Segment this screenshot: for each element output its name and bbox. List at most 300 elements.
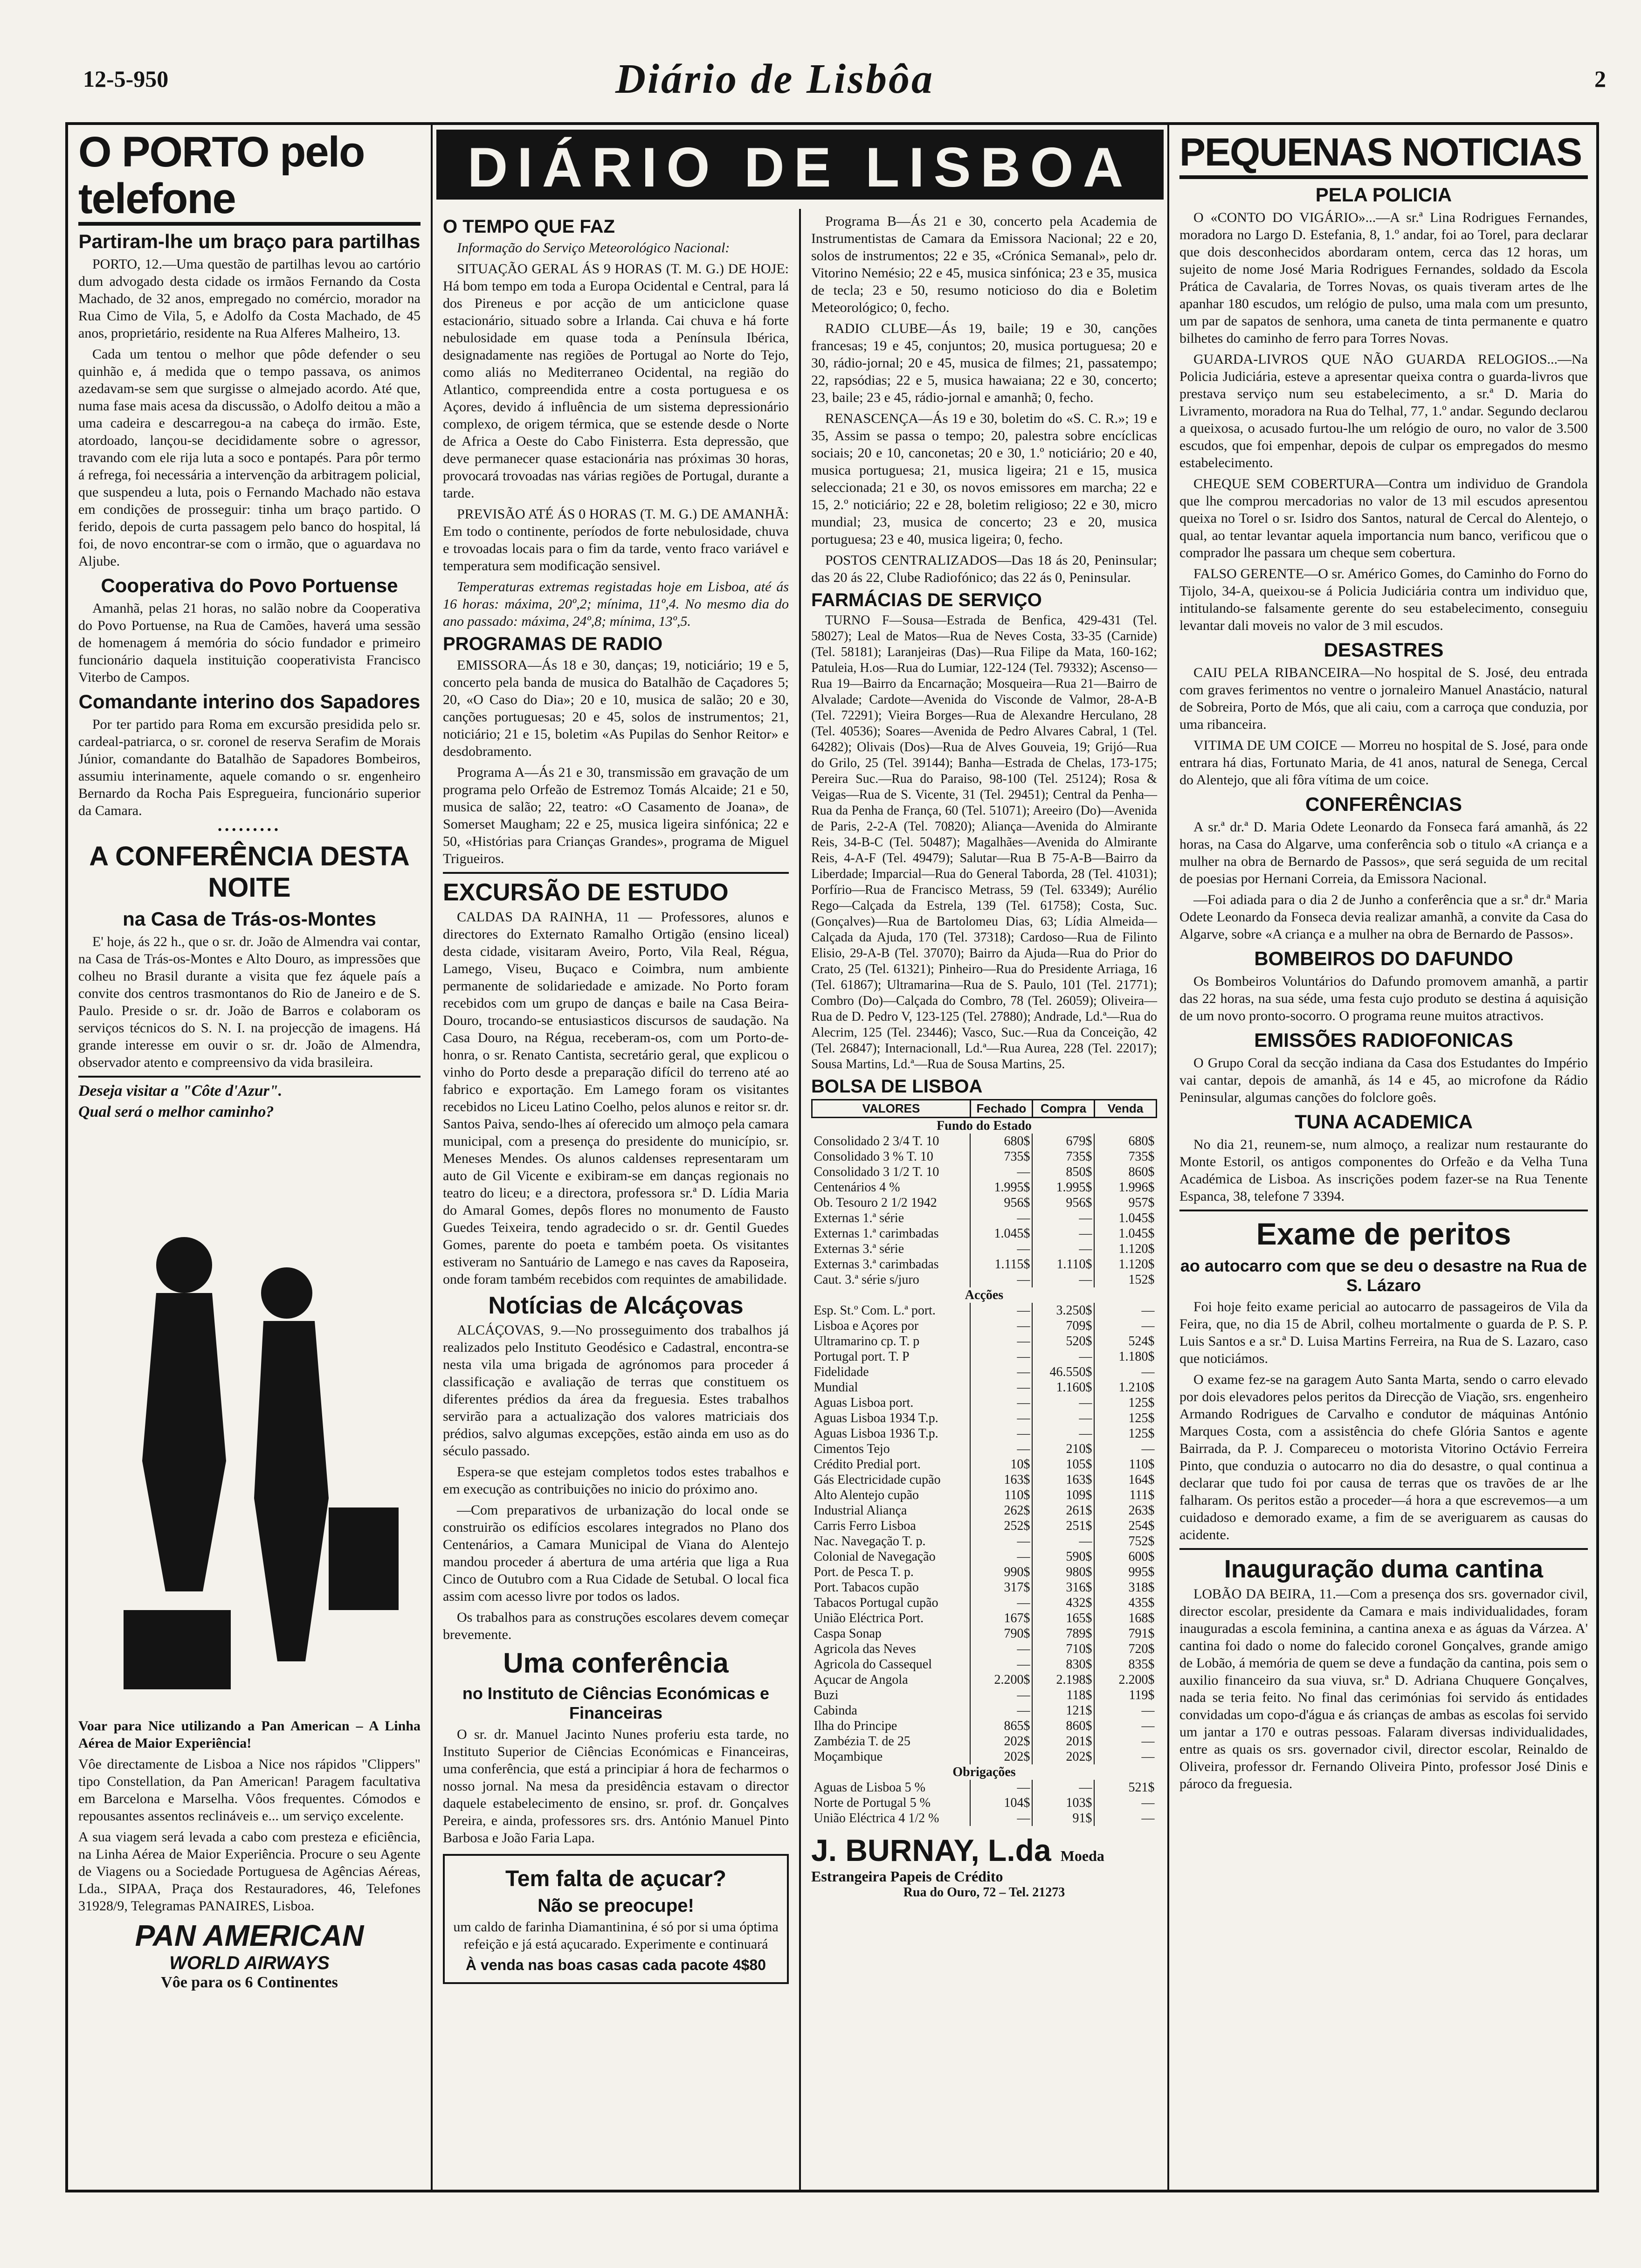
news-paragraph: GUARDA-LIVROS QUE NÃO GUARDA RELOGIOS...—Na Policia Judiciária, esteve a apresentar queixa contra o guarda-livros que prestava serviço num seu estabelecimento, a sr.ª D. Maria do Livramento, moradora na Rua do Telhal, 77, 1.º andar. Segundo declarou a queixosa, o acusado furtou-lhe um relógio de ouro, no valor de 3.500 escudos, que foi empenhar, depois de culpar os empregados do mesmo estabelecimento. xyxy=(1179,352,1588,470)
table-cell: 103$ xyxy=(1032,1795,1094,1811)
table-cell: 521$ xyxy=(1094,1780,1156,1795)
news-paragraph: CHEQUE SEM COBERTURA—Contra um individuo de Grandola que lhe comprou mercadorias no valor de 13 mil escudos apresentou queixa no Torel o sr. Isidro dos Santos, natural de Cercal do Alentejo, o qual, ao tentar levantar aquela importancia num banco, verificou que o comprador lhe passara um cheque sem cobertura. xyxy=(1179,476,1588,560)
table-row xyxy=(812,1318,1157,1334)
excursao-paragraph: CALDAS DA RAINHA, 11 — Professores, alunos e directores do Externato Ramalho Ortigão (ensino liceal) desta cidade, visitaram Aveiro, Porto, Vila Real, Régua, Lamego, Viseu, Buçaco e Coimbra, num ambiente permanente de solidariedade e amizade. No Porto foram recebidos com um grupo de danças e baile na Casa Beira-Douro, trocando-se entusiasticos discursos de saudação. Na Casa Douro, na Régua, receberam-os, com um Porto-de-honra, o sr. Renato Cantista, secretário geral, que explicou o vinho do Porto desde a preparação difícil do terreno até ao fabrico e exportação. Em Lamego foram os visitantes recebidos no Liceu Latino Coelho, pelos alunos e reitor sr. dr. Santos Paiva, sendo-lhes aí oferecido um almoço pela camara municipal, com a presença do presidente do município, sr. Meneses Mendes. Os alunos caldenses representaram um auto de Gil Vicente e exibiram-se em danças regionais no teatro do liceu; e a directora, professora sr.ª D. Lídia Maria do Amaral Gomes, depôs flores no monumento de Fausto Guedes Teixeira, tendo agradecido o sr. dr. Gentil Guedes Gomes, parente do poeta e também poeta. Os visitantes estiveram no Santuário de Lamego e nas caves da Raposeira, onde foram também recebidos com requintes de amabilidade. xyxy=(443,909,789,1287)
conferencia-instituto-subhead: no Instituto de Ciências Económicas e Financeiras xyxy=(462,1684,770,1722)
table-cell: 109$ xyxy=(1032,1487,1094,1503)
table-cell: — xyxy=(1094,1718,1156,1734)
news-paragraph: O exame fez-se na garagem Auto Santa Marta, sendo o carro elevado por dois elevadores pelos peritos da Direcção de Viação, srs. engenheiro Armando Rodrigues de Carvalho e condutor de máquinas António Marques Costa, com a assistência do chefe Glória Santos e agente Bairrada, da P. J. Compareceu o motorista Vitorino Octávio Ferreira Pinto, que conduzia o autocarro no dia do desastre, o qual continua a declarar que tudo foi por causa de terras que os travões de ar lhe falharam. Os peritos estão a proceder—á hora a que escrevemos—a um cuidadoso e demorado exame, a fim de se averiguarem as causas do acidente. xyxy=(1179,1372,1588,1542)
table-cell: Ob. Tesouro 2 1/2 1942 xyxy=(814,1196,937,1210)
table-cell: Fidelidade xyxy=(814,1365,869,1379)
table-row xyxy=(812,1503,1157,1518)
table-row xyxy=(812,1518,1157,1534)
diario-logo-band: DIÁRIO DE LISBOA xyxy=(436,130,1164,200)
table-cell: 860$ xyxy=(1032,1718,1094,1734)
ad-subtitle: Não se preocupe! xyxy=(538,1895,694,1916)
table-cell: 432$ xyxy=(1032,1595,1094,1611)
table-cell: Ilha do Principe xyxy=(814,1719,897,1733)
table-cell: — xyxy=(1094,1703,1156,1718)
divider xyxy=(1179,1548,1588,1550)
table-cell: 1.996$ xyxy=(1094,1180,1156,1195)
table-cell: — xyxy=(970,1395,1032,1411)
bombeiros-subhead: BOMBEIROS DO DAFUNDO xyxy=(1254,947,1513,969)
tuna-subhead: TUNA ACADEMICA xyxy=(1295,1111,1473,1133)
table-cell: Externas 1.ª carimbadas xyxy=(814,1226,939,1241)
table-cell: Consolidado 3 % T. 10 xyxy=(814,1149,933,1164)
table-cell: 980$ xyxy=(1032,1564,1094,1580)
table-cell: 252$ xyxy=(970,1518,1032,1534)
bolsa-table xyxy=(811,1099,1157,1826)
news-paragraph: CAIU PELA RIBANCEIRA—No hospital de S. José, deu entrada com graves ferimentos no ventre o jornaleiro Manuel Anastácio, natural de Sobreira, Porto de Mós, que ali caiu, com a carroça que conduzia, por uma ribanceira. xyxy=(1179,665,1588,732)
table-cell: 865$ xyxy=(970,1718,1032,1734)
table-cell: Agricola do Cassequel xyxy=(814,1657,932,1672)
table-row xyxy=(812,1687,1157,1703)
table-cell: 254$ xyxy=(1094,1518,1156,1534)
porto-paragraph: PORTO, 12.—Uma questão de partilhas levou ao cartório dum advogado desta cidade os irmãos Fernando da Costa Machado, de 32 anos, empregado no comércio, morador na Rua Cimo de Vila, 5, e Adolfo da Costa Machado, de 45 anos, proprietário, residente na Rua Alferes Malheiro, 13. xyxy=(78,256,421,341)
divider xyxy=(1179,1210,1588,1211)
burnay-address: Rua do Ouro, 72 – Tel. 21273 xyxy=(903,1885,1065,1900)
table-header: Venda xyxy=(1094,1100,1156,1118)
table-cell: — xyxy=(1032,1349,1094,1364)
table-cell: Açucar de Angola xyxy=(814,1673,908,1687)
table-cell: Carris Ferro Lisboa xyxy=(814,1519,916,1533)
table-cell: 316$ xyxy=(1032,1580,1094,1595)
table-header: VALORES xyxy=(812,1100,971,1118)
table-cell: — xyxy=(1032,1241,1094,1257)
table-row xyxy=(812,1487,1157,1503)
table-row xyxy=(812,1134,1157,1149)
table-cell: Externas 3.ª carimbadas xyxy=(814,1257,939,1272)
table-cell: 735$ xyxy=(1094,1149,1156,1164)
table-cell: 850$ xyxy=(1032,1164,1094,1180)
ad-line: Vôe directamente de Lisboa a Nice nos rápidos "Clippers" tipo Constellation, da Pan American! Paragem facultativa em Barcelona e Marselha. Vôos frequentes. Cómodos e repousantes assentos reclináveis e... um serviço excelente. xyxy=(78,1756,421,1824)
pan-american-ad xyxy=(78,1082,421,1991)
table-cell: 318$ xyxy=(1094,1580,1156,1595)
table-cell: 125$ xyxy=(1094,1411,1156,1426)
table-row xyxy=(812,1672,1157,1687)
table-cell: 201$ xyxy=(1032,1734,1094,1749)
table-cell: — xyxy=(970,1334,1032,1349)
table-row xyxy=(812,1180,1157,1195)
table-cell: — xyxy=(970,1364,1032,1380)
table-cell: 110$ xyxy=(970,1487,1032,1503)
table-cell: Esp. St.º Com. L.ª port. xyxy=(814,1303,936,1318)
table-header: Fechado xyxy=(970,1100,1032,1118)
table-cell: 1.160$ xyxy=(1032,1380,1094,1395)
table-row xyxy=(812,1334,1157,1349)
table-cell: 1.045$ xyxy=(1094,1210,1156,1226)
table-cell: — xyxy=(1094,1749,1156,1764)
table-row xyxy=(812,1441,1157,1457)
table-row xyxy=(812,1380,1157,1395)
desastres-subhead: DESASTRES xyxy=(1324,639,1444,661)
table-cell: Moçambique xyxy=(814,1749,883,1764)
table-cell: 1.210$ xyxy=(1094,1380,1156,1395)
conferencia-instituto-paragraph: O sr. dr. Manuel Jacinto Nunes proferiu esta tarde, no Instituto Superior de Ciências Económicas e Financeiras, uma conferência, que está a principiar á hora de fecharmos o nosso jornal. Na mesa da presidência estavam o director daquele estabelecimento de ensino, sr. prof. dr. Gonçalves Pereira, e ainda, professores srs. drs. António Manuel Pinto Barbosa e João Faria Lapa. xyxy=(443,1727,789,1846)
table-cell: 1.995$ xyxy=(1032,1180,1094,1195)
table-cell: 524$ xyxy=(1094,1334,1156,1349)
table-cell: 262$ xyxy=(970,1503,1032,1518)
table-cell: 163$ xyxy=(1032,1472,1094,1487)
table-cell: 1.180$ xyxy=(1094,1349,1156,1364)
table-cell: 111$ xyxy=(1094,1487,1156,1503)
table-cell: 118$ xyxy=(1032,1687,1094,1703)
table-cell: 790$ xyxy=(970,1626,1032,1641)
cooperativa-paragraph: Amanhã, pelas 21 horas, no salão nobre da Cooperativa do Povo Portuense, na Rua de Camões, haverá uma sessão de homenagem á memória do sócio fundador e primeiro funcionário daquela instituição cooperativista Francisco Viterbo de Campos. xyxy=(78,601,421,685)
exame-subhead: ao autocarro com que se deu o desastre na Rua de S. Lázaro xyxy=(1180,1256,1587,1295)
table-cell: — xyxy=(970,1641,1032,1657)
news-paragraph: LOBÃO DA BEIRA, 11.—Com a presença dos srs. governador civil, director escolar, presidente da Camara e mais individualidades, foram inauguradas a escola feminina, a cantina anexa e as águas da Várzea. A' cantina foi dado o nome do falecido coronel Gonçalves, grande amigo de Lobão, á memória de quem se deve a fundação da cantina, pois sem o auxilio financeiro da sua viuva, sr.ª D. Adriana Chuquere Gonçalves, nada se teria feito. No final das cerimónias foi servido ás entidades convidadas um copo-d'água e ás crianças de ambas as escolas foi servido um jantar a 170 e outras pessoas. Falaram diversas individualidades, entre as quais os srs. governador civil, director escolar, Reinaldo de Oliveira, professor dr. Fernando Oliveira Pinto, professor José Dinis e pároco da freguesia. xyxy=(1179,1586,1588,1791)
sapadores-subhead: Comandante interino dos Sapadores xyxy=(78,691,421,712)
table-cell: — xyxy=(970,1164,1032,1180)
table-row xyxy=(812,1549,1157,1564)
table-cell: 835$ xyxy=(1094,1657,1156,1672)
diamantinina-ad xyxy=(443,1854,789,1984)
table-cell: — xyxy=(1032,1226,1094,1241)
table-row xyxy=(812,1411,1157,1426)
table-cell: 164$ xyxy=(1094,1472,1156,1487)
table-cell: 202$ xyxy=(1032,1749,1094,1764)
alcacovas-headline: Notícias de Alcáçovas xyxy=(488,1292,744,1319)
table-cell: Aguas Lisboa 1936 T.p. xyxy=(814,1426,938,1441)
table-cell: Aguas Lisboa port. xyxy=(814,1396,914,1410)
weather-paragraph: SITUAÇÃO GERAL ÁS 9 HORAS (T. M. G.) DE HOJE: Há bom tempo em toda a Europa Ocidental e Central, para lá dos Pireneus e por acção de um anticiclone quase estacionário, situado sobre a Irlanda. Cai chuva e há forte nebulosidade em quase toda a Península Ibérica, designadamente nas regiões de Portugal ao Norte do Tejo, como aliás no Mediterraneo Ocidental, na região do Atlantico, compreendida entre a costa portuguesa e os Açores, devido á influência de um sistema depressionário complexo, de origem térmica, que se estende desde o Norte de Africa a Oeste do Cabo Finisterra. Esta depressão, que deve permanecer quase estacionária nas próximas 30 horas, provocará trovoadas nas várias regiões de Portugal, durante a tarde. xyxy=(443,261,789,501)
masthead-name: Diário de Lisbôa xyxy=(615,56,934,102)
travellers-illustration xyxy=(86,1125,413,1713)
table-cell: 720$ xyxy=(1094,1641,1156,1657)
news-paragraph: O Grupo Coral da secção indiana da Casa dos Estudantes do Império vai cantar, depois de amanhã, ás 14 e 45, ao microfone da Rádio Peninsular, algumas canções do folclore goês. xyxy=(1179,1055,1588,1105)
radio-paragraph: POSTOS CENTRALIZADOS—Das 18 ás 20, Peninsular; das 20 ás 22, Clube Radiofónico; das 22 ás 0, Peninsular. xyxy=(811,553,1157,585)
pan-american-logo: PAN AMERICAN xyxy=(135,1919,364,1952)
silhouette-icon xyxy=(86,1125,413,1713)
table-cell: — xyxy=(970,1687,1032,1703)
alcacovas-paragraph: —Com preparativos de urbanização do local onde se construirão os edifícios escolares integrados no Plano dos Centenários, a Camara Municipal de Viana do Alentejo mandou proceder á abertura de uma artéria que liga a Rua Cinco de Outubro com a Rua Cidade de Setubal. O local fica assim com acesso livre por todos os lados. xyxy=(443,1502,789,1604)
table-cell: 860$ xyxy=(1094,1164,1156,1180)
ad-title: Tem falta de açucar? xyxy=(505,1867,726,1891)
table-cell: 263$ xyxy=(1094,1503,1156,1518)
radio-paragraph: RADIO CLUBE—Ás 19, baile; 19 e 30, canções francesas; 19 e 45, conjuntos; 20, musica portuguesa; 20 e 30, rádio-jornal; 20 e 45, musica de filmes; 21, passatempo; 22, rapsódias; 22 e 5, musica hawaiana; 22 e 30, concerto; 23, baile; 23 e 45, rádio-jornal e amanhã; 0, fecho. xyxy=(811,321,1157,405)
table-cell: — xyxy=(970,1380,1032,1395)
table-cell: — xyxy=(970,1780,1032,1795)
table-cell: — xyxy=(1094,1318,1156,1334)
radio-paragraph: EMISSORA—Ás 18 e 30, danças; 19, noticiário; 19 e 5, concerto pela banda de musica do Batalhão de Caçadores 5; 20, «O Caso do Dia»; 20 e 10, musica de salão; 20 e 30, canções portuguesas; 20 e 45, solos de instrumentos; 21, noticiário; 21 e 15, boletim «As Pupilas do Senhor Reitor» e desdobramento. xyxy=(443,657,789,759)
ad-body: um caldo de farinha Diamantinina, é só por si uma óptima refeição e já está açucarado. Experimente e continuará xyxy=(453,1919,779,1952)
weather-paragraph: Temperaturas extremas registadas hoje em Lisboa, até ás 16 horas: máxima, 20º,2; mínima, 11º,4. No mesmo dia do ano passado: máxima, 24º,8; mínima, 13º,5. xyxy=(443,579,789,629)
farmacias-paragraph: TURNO F—Sousa—Estrada de Benfica, 429-431 (Tel. 58027); Leal de Matos—Rua de Neves Costa, 33-35 (Carnide) (Tel. 58181); Laranjeiras (Das)—Rua Filipe da Mata, 160-162; Patuleia, H.os—Rua do Lumiar, 122-124 (Tel. 79332); Ascenso—Rua 19—Bairro da Encarnação; Mosqueira—Rua 21—Bairro de Alvalade; Cardote—Avenida do Visconde de Valmor, 28-A-B (Tel. 72291); Vieira Borges—Rua de Alexandre Herculano, 28 (Tel. 40536); Soares—Avenida de Pedro Alvares Cabral, 1 (Tel. 64282); Olivais (Dos)—Rua de Alves Gouveia, 19; Grijó—Rua do Grilo, 25 (Tel. 39144); Banha—Estrada de Chelas, 173-175; Pereira Suc.—Rua do Paraiso, 98-100 (Tel. 25124); Rosa & Veigas—Rua de S. Vicente, 31 (Tel. 29451); Central da Penha—Rua da Penha de França, 60 (Tel. 51071); Areeiro (Do)—Avenida de Paris, 2-2-A (Tel. 70820); Aliança—Avenida do Almirante Reis, 34-B-C (Tel. 50487); Magalhães—Avenida do Almirante Reis, 4-A-F (Tel. 49479); Salutar—Rua B 75-A-B—Bairro da Liberdade; Imparcial—Rua do General Taborda, 28 (Tel. 41031); Porfírio—Rua de Francisco Metrass, 59 (Tel. 63349); Aurélio Rego—Calçada da Estrela, 139 (Tel. 61758); Costa, Suc. (Gonçalves)—Rua de Bartolomeu Dias, 63; Lídia Almeida—Calçada da Ajuda, 170 (Tel. 37318); Cardoso—Rua de Filinto Elisio, 29-A-B (Tel. 37070); Bairro da Ajuda—Rua do Prior do Crato, 25 (Tel. 61321); Pinheiro—Rua do Presidente Arriaga, 16 (Tel. 61867); Ultramarina—Rua de S. Paulo, 101 (Tel. 21771); Combro (Do)—Calçada do Combro, 78 (Tel. 26059); Oliveira—Rua de D. Pedro V, 123-125 (Tel. 27880); Andrade, Ld.ª—Rua do Alecrim, 125 (Tel. 23446); Vasco, Suc.—Rua da Conceição, 42 (Tel. 26847); Internacionall, Ld.ª—Rua Aurea, 228 (Tel. 22017); Sousa Martins, Ld.ª—Rua de Sousa Martins, 25. xyxy=(811,613,1157,1072)
excursao-headline: EXCURSÃO DE ESTUDO xyxy=(443,879,729,906)
table-cell: Nac. Navegação T. p. xyxy=(814,1534,926,1549)
table-header: Compra xyxy=(1032,1100,1094,1118)
table-cell: 1.120$ xyxy=(1094,1257,1156,1272)
table-cell: 735$ xyxy=(970,1149,1032,1164)
table-cell: Ultramarino cp. T. p xyxy=(814,1334,920,1348)
burnay-ad xyxy=(811,1832,1157,1900)
table-row xyxy=(812,1703,1157,1718)
radio-paragraph: RENASCENÇA—Ás 19 e 30, boletim do «S. C. R.»; 19 e 35, Assim se passa o tempo; 20, palestra sobre encíclicas sociais; 20 e 10, canconetas; 20 e 30, 1.º noticiário; 20 e 40, musica portuguesa; 21, musica ligeira; 21 e 15, musica seleccionada; 21 e 30, os novos emissores em marcha; 22 e 15, 2.º noticiário; 22 e 28, boletim religioso; 22 e 30, micro mundial; 23, musica de concerto; 23 e 20, musica portuguesa; 23 e 40, musica ligeira; 0, fecho. xyxy=(811,411,1157,547)
conferencia-instituto-headline: Uma conferência xyxy=(503,1647,729,1679)
table-cell: — xyxy=(970,1210,1032,1226)
table-cell: 165$ xyxy=(1032,1611,1094,1626)
table-cell: 520$ xyxy=(1032,1334,1094,1349)
table-cell: — xyxy=(1032,1426,1094,1441)
ad-line: Qual será o melhor caminho? xyxy=(78,1103,274,1120)
news-paragraph: A sr.ª dr.ª D. Maria Odete Leonardo da Fonseca fará amanhã, ás 22 horas, na Casa do Algarve, uma conferência sob o titulo «A criança e a mulher na obra de Bernardo de Passos», que será seguida de um recital de poesias por Hernani Correia, da Emissora Nacional. xyxy=(1179,819,1588,886)
table-cell: 1.120$ xyxy=(1094,1241,1156,1257)
table-row xyxy=(812,1611,1157,1626)
news-paragraph: Os Bombeiros Voluntários do Dafundo promovem amanhã, a partir das 22 horas, na sua séde, uma festa cujo produto se destina á aquisição de um novo pronto-socorro. O programa reune muitos atractivos. xyxy=(1179,974,1588,1023)
sapadores-paragraph: Por ter partido para Roma em excursão presidida pelo sr. cardeal-patriarca, o sr. coronel de reserva Serafim de Morais Júnior, comandante do Batalhão de Sapadores Bombeiros, assumiu interinamente, aquele comando o sr. engenheiro Bernardo da Rocha Pais Espregueira, funcionário superior da Camara. xyxy=(78,717,421,818)
table-cell: 251$ xyxy=(1032,1518,1094,1534)
table-cell: — xyxy=(970,1426,1032,1441)
table-row xyxy=(812,1257,1157,1272)
table-cell: 957$ xyxy=(1094,1195,1156,1210)
table-cell: 163$ xyxy=(970,1472,1032,1487)
table-cell: 2.200$ xyxy=(970,1672,1032,1687)
table-cell: Zambézia T. de 25 xyxy=(814,1734,910,1749)
table-cell: 791$ xyxy=(1094,1626,1156,1641)
table-cell: 956$ xyxy=(970,1195,1032,1210)
table-cell: 680$ xyxy=(970,1134,1032,1149)
table-cell: — xyxy=(970,1303,1032,1318)
table-cell: 789$ xyxy=(1032,1626,1094,1641)
table-cell: — xyxy=(970,1441,1032,1457)
table-row xyxy=(812,1795,1157,1811)
ad-line: A sua viagem será levada a cabo com presteza e eficiência, na Linha Aérea de Maior Experiência. Procure o seu Agente de Viagens ou a Sociedade Portuguesa de Agências Aéreas, Lda., SIPAA, Praça dos Restauradores, 46, Telefones 31928/9, Telegramas PANAIRES, Lisboa. xyxy=(78,1829,421,1914)
column-3 xyxy=(801,209,1167,2186)
table-cell: — xyxy=(970,1595,1032,1611)
table-cell: Caut. 3.ª série s/juro xyxy=(814,1272,919,1287)
table-cell: Alto Alentejo cupão xyxy=(814,1488,919,1502)
table-cell: 752$ xyxy=(1094,1534,1156,1549)
divider xyxy=(78,1076,421,1078)
weather-paragraph: PREVISÃO ATÉ ÁS 0 HORAS (T. M. G.) DE AMANHÃ: Em todo o continente, períodos de forte nebulosidade, chuva e trovoadas locais para o fim da tarde, vento fraco variável e temperatura sem modificação sensivel. xyxy=(443,506,789,574)
table-cell: 2.198$ xyxy=(1032,1672,1094,1687)
table-cell: Aguas Lisboa 1934 T.p. xyxy=(814,1411,938,1425)
table-cell: 600$ xyxy=(1094,1549,1156,1564)
table-cell: 2.200$ xyxy=(1094,1672,1156,1687)
news-paragraph: FALSO GERENTE—O sr. Américo Gomes, do Caminho do Forno do Tijolo, 34-A, queixou-se á Policia Judiciária contra um individuo que, intitulando-se falsamente gerente do seu estabelecimento, conseguiu levantar dali moveis no valor de 3 mil escudos. xyxy=(1179,566,1588,633)
table-cell: 3.250$ xyxy=(1032,1303,1094,1318)
table-row xyxy=(812,1164,1157,1180)
table-row xyxy=(812,1749,1157,1764)
table-cell: 709$ xyxy=(1032,1318,1094,1334)
table-cell: Port. Tabacos cupão xyxy=(814,1580,919,1595)
table-cell: 956$ xyxy=(1032,1195,1094,1210)
table-row xyxy=(812,1303,1157,1318)
table-cell: — xyxy=(1032,1534,1094,1549)
table-cell: 590$ xyxy=(1032,1549,1094,1564)
table-cell: 679$ xyxy=(1032,1134,1094,1149)
table-cell: Gás Electricidade cupão xyxy=(814,1473,941,1487)
policia-subhead: PELA POLICIA xyxy=(1315,184,1452,206)
ad-line: Voar para Nice utilizando a Pan American – A Linha Aérea de Maior Experiência! xyxy=(78,1718,421,1751)
table-cell: 995$ xyxy=(1094,1564,1156,1580)
table-cell: Port. de Pesca T. p. xyxy=(814,1565,914,1579)
table-cell: 105$ xyxy=(1032,1457,1094,1472)
table-cell: — xyxy=(1094,1364,1156,1380)
page-frame xyxy=(65,122,1599,2192)
table-cell: Portugal port. T. P xyxy=(814,1349,910,1364)
table-cell: União Eléctrica Port. xyxy=(814,1611,924,1625)
table-cell: 435$ xyxy=(1094,1595,1156,1611)
table-cell: 119$ xyxy=(1094,1687,1156,1703)
table-cell: Externas 1.ª série xyxy=(814,1211,904,1225)
table-cell: — xyxy=(1032,1395,1094,1411)
alcacovas-paragraph: ALCÁÇOVAS, 9.—No prosseguimento dos trabalhos já realizados pelo Instituto Geodésico e Cadastral, encontra-se nesta vila uma brigada de agrónomos para proceder á classificação e avaliação de terras que constituem os diferentes prédios da área da freguesia. Estes trabalhos servirão para a actualização dos valores matriciais dos prédios, salvo algumas excepções, estão ainda em uso as do século passado. xyxy=(443,1322,789,1459)
table-row xyxy=(812,1534,1157,1549)
table-row xyxy=(812,1349,1157,1364)
table-cell: 10$ xyxy=(970,1457,1032,1472)
table-cell: 167$ xyxy=(970,1611,1032,1626)
table-cell: Industrial Aliança xyxy=(814,1503,907,1518)
table-cell: 110$ xyxy=(1094,1457,1156,1472)
table-cell: Cimentos Tejo xyxy=(814,1442,890,1456)
page-number: 2 xyxy=(1594,66,1606,92)
table-row xyxy=(812,1626,1157,1641)
weather-headline: O TEMPO QUE FAZ xyxy=(443,216,615,237)
table-cell: 210$ xyxy=(1032,1441,1094,1457)
table-cell: 121$ xyxy=(1032,1703,1094,1718)
table-cell: — xyxy=(970,1657,1032,1672)
pequenas-noticias-headline: PEQUENAS NOTICIAS xyxy=(1179,129,1588,179)
table-cell: 104$ xyxy=(970,1795,1032,1811)
table-cell: Crédito Predial port. xyxy=(814,1457,921,1472)
alcacovas-paragraph: Os trabalhos para as construções escolares devem começar brevemente. xyxy=(443,1610,789,1642)
table-row xyxy=(812,1149,1157,1164)
table-row xyxy=(812,1564,1157,1580)
news-paragraph: —Foi adiada para o dia 2 de Junho a conferência que a sr.ª dr.ª Maria Odete Leonardo da Fonseca devia realizar amanhã, a convite da Casa do Algarve, sobre «A criança e a mulher na obra de Bernardo de Passos». xyxy=(1179,892,1588,942)
table-row xyxy=(812,1811,1157,1826)
table-group-heading: Acções xyxy=(965,1288,1004,1302)
burnay-name: J. BURNAY, L.da xyxy=(811,1833,1051,1867)
alcacovas-paragraph: Espera-se que estejam completos todos estes trabalhos e em execução as contribuições no inicio do próximo ano. xyxy=(443,1464,789,1497)
table-group-heading: Fundo do Estado xyxy=(937,1119,1032,1133)
table-cell: — xyxy=(1094,1795,1156,1811)
table-cell: — xyxy=(970,1549,1032,1564)
news-paragraph: Foi hoje feito exame pericial ao autocarro de passageiros de Vila da Feira, que, no dia 15 de Abril, colheu mortalmente o guarda de P. S. P. Luis Santos e a sr.ª D. Luisa Martins Ferreira, na Rua de S. Lazaro, caso que noticiámos. xyxy=(1179,1299,1588,1366)
table-cell: — xyxy=(1032,1210,1094,1226)
table-cell: 202$ xyxy=(970,1734,1032,1749)
masthead-date: 12-5-950 xyxy=(83,66,169,92)
column-1 xyxy=(68,125,431,2190)
ad-line: Deseja visitar a "Côte d'Azur". xyxy=(78,1082,283,1099)
table-cell: — xyxy=(1032,1411,1094,1426)
table-cell: 261$ xyxy=(1032,1503,1094,1518)
table-cell: Aguas de Lisboa 5 % xyxy=(814,1780,926,1795)
column-4 xyxy=(1169,125,1598,2190)
news-paragraph: O «CONTO DO VIGÁRIO»...—A sr.ª Lina Rodrigues Fernandes, moradora no Largo D. Estefania, 8, 1.º andar, foi ao Torel, para declarar que dois desconhecidos abordaram ontem, cerca das 12 horas, um sujeito de nome José Maria Rodrigues Fernandes, soldado da Escola Prática de Cavalaria, de Torres Novas, os quais tiveram artes de lhe apanhar 180 escudos, um relógio de pulso, uma mala com um presunto, um par de sapatos de senhora, uma caneta de tinta permanente e quatro bilhetes do caminho de ferro para Torres Novas. xyxy=(1179,210,1588,346)
table-row xyxy=(812,1426,1157,1441)
table-row xyxy=(812,1580,1157,1595)
conferencia-subhead: na Casa de Trás-os-Montes xyxy=(123,908,376,930)
table-cell: — xyxy=(1032,1780,1094,1795)
table-cell: — xyxy=(970,1349,1032,1364)
table-cell: — xyxy=(1094,1734,1156,1749)
conferencia-paragraph: E' hoje, ás 22 h., que o sr. dr. João de Almendra vai contar, na Casa de Trás-os-Montes e Alto Douro, as impressões que colheu no Brasil durante a visita que fez áquele país a convite dos centros trasmontanos do Rio de Janeiro e de S. Paulo. Preside o sr. dr. João de Barros e colaboram os serviços técnicos do S. N. I. na projecção de imagens. Há grande interesse em ouvir o sr. dr. João de Almendra, observador atento e compreensivo da vida brasileira. xyxy=(78,934,421,1070)
table-row xyxy=(812,1210,1157,1226)
radio-headline: PROGRAMAS DE RADIO xyxy=(443,634,663,654)
table-cell: 735$ xyxy=(1032,1149,1094,1164)
table-row xyxy=(812,1364,1157,1380)
table-cell: — xyxy=(970,1703,1032,1718)
table-cell: — xyxy=(970,1272,1032,1287)
table-cell: — xyxy=(970,1241,1032,1257)
table-cell: 710$ xyxy=(1032,1641,1094,1657)
table-cell: 202$ xyxy=(970,1749,1032,1764)
porto-headline: O PORTO pelo telefone xyxy=(78,129,421,226)
conferencias-subhead: CONFERÊNCIAS xyxy=(1305,793,1462,815)
table-row xyxy=(812,1472,1157,1487)
table-cell: — xyxy=(970,1411,1032,1426)
table-cell: — xyxy=(970,1318,1032,1334)
table-row xyxy=(812,1595,1157,1611)
table-cell: 46.550$ xyxy=(1032,1364,1094,1380)
news-paragraph: No dia 21, reunem-se, num almoço, a realizar num restaurante do Monte Estoril, os antigos componentes do Orfeão e da Velha Tuna Académica de Lisboa. As inscrições podem fazer-se na Rua Tenente Espanca, 38, telefone 7 3394. xyxy=(1179,1137,1588,1204)
table-cell: 680$ xyxy=(1094,1134,1156,1149)
table-cell: Tabacos Portugal cupão xyxy=(814,1596,938,1610)
table-cell: — xyxy=(1094,1811,1156,1826)
radio-paragraph: Programa A—Ás 21 e 30, transmissão em gravação de um programa pelo Orfeão de Estremoz Tomás Alcaide; 21 e 50, musica de salão; 22, teatro: «O Casamento de Joana», de Somerset Maugham; 22 e 25, musica ligeira sinfónica; 22 e 50, «Histórias para Crianças Grandes», programa de Miguel Trigueiros. xyxy=(443,765,789,866)
divider: ••••••••• xyxy=(218,823,281,837)
table-cell: Lisboa e Açores por xyxy=(814,1319,919,1333)
table-cell: Caspa Sonap xyxy=(814,1626,882,1641)
table-cell: 125$ xyxy=(1094,1426,1156,1441)
table-cell: — xyxy=(970,1811,1032,1826)
table-cell: — xyxy=(970,1534,1032,1549)
porto-paragraph: Cada um tentou o melhor que pôde defender o seu quinhão e, á medida que o tempo passava, os animos azedavam-se sem que surgisse o almejado acordo. Até que, numa fase mais acesa da discussão, o Adolfo deitou a mão a uma cadeira e descarregou-a na cabeça do irmão. Este, atordoado, lançou-se decididamente sobre o agressor, travando com ele rija luta a soco e pontapés. Para pôr termo á refrega, foi necessária a intervenção da arbitragem policial, que suspendeu a luta, pois o Fernando Machado não estava em condições de prosseguir: tinha um braço partido. O ferido, depois de curta passagem pelo banco do hospital, lá foi, de novo encontrar-se com o irmão, que o aguardava no Aljube. xyxy=(78,346,421,569)
farmacias-headline: FARMÁCIAS DE SERVIÇO xyxy=(811,590,1042,610)
table-cell: Colonial de Navegação xyxy=(814,1549,936,1564)
table-cell: 1.995$ xyxy=(970,1180,1032,1195)
table-cell: 990$ xyxy=(970,1564,1032,1580)
table-cell: 1.110$ xyxy=(1032,1257,1094,1272)
table-row xyxy=(812,1657,1157,1672)
table-cell: 91$ xyxy=(1032,1811,1094,1826)
table-row xyxy=(812,1718,1157,1734)
table-cell: 317$ xyxy=(970,1580,1032,1595)
news-paragraph: VITIMA DE UM COICE — Morreu no hospital de S. José, para onde entrara há dias, Fortunato Maria, de 41 anos, natural de Senega, Cercal do Alentejo, que ali fôra vítima de um coice. xyxy=(1179,738,1588,788)
table-cell: Agricola das Neves xyxy=(814,1642,916,1656)
table-cell: 830$ xyxy=(1032,1657,1094,1672)
table-cell: 1.115$ xyxy=(970,1257,1032,1272)
table-cell: 1.045$ xyxy=(1094,1226,1156,1241)
table-cell: 125$ xyxy=(1094,1395,1156,1411)
table-cell: — xyxy=(1094,1441,1156,1457)
table-cell: Externas 3.ª série xyxy=(814,1242,904,1256)
cantina-headline: Inauguração duma cantina xyxy=(1224,1555,1544,1583)
porto-subhead: Partiram-lhe um braço para partilhas xyxy=(78,230,421,252)
table-row xyxy=(812,1272,1157,1287)
divider xyxy=(443,872,789,874)
radio-paragraph: Programa B—Ás 21 e 30, concerto pela Academia de Instrumentistas de Camara da Emissora Nacional; 22 e 20, solos de instrumentos; 22 e 35, «Crónica Semanal», pelo dr. Vitorino Nemésio; 22 e 45, musica sinfónica; 23 e 35, musica de tecla; 23 e 50, resumo noticioso do dia e Boletim Meteorológico; 0, fecho. xyxy=(811,214,1157,315)
table-group-heading: Obrigações xyxy=(952,1765,1016,1779)
table-cell: Consolidado 2 3/4 T. 10 xyxy=(814,1134,939,1148)
table-row xyxy=(812,1395,1157,1411)
table-cell: Consolidado 3 1/2 T. 10 xyxy=(814,1165,939,1179)
table-cell: Norte de Portugal 5 % xyxy=(814,1796,931,1810)
emissoes-subhead: EMISSÕES RADIOFONICAS xyxy=(1254,1029,1513,1051)
pan-american-tagline: Vôe para os 6 Continentes xyxy=(161,1974,338,1991)
table-cell: Buzi xyxy=(814,1688,839,1702)
table-row xyxy=(812,1241,1157,1257)
table-row xyxy=(812,1226,1157,1241)
table-row xyxy=(812,1641,1157,1657)
burnay-right: Moeda Estrangeira Papeis de Crédito xyxy=(811,1847,1104,1885)
table-cell: Cabinda xyxy=(814,1703,857,1718)
table-cell: 1.045$ xyxy=(970,1226,1032,1241)
column-2 xyxy=(433,209,799,2186)
table-row xyxy=(812,1780,1157,1795)
